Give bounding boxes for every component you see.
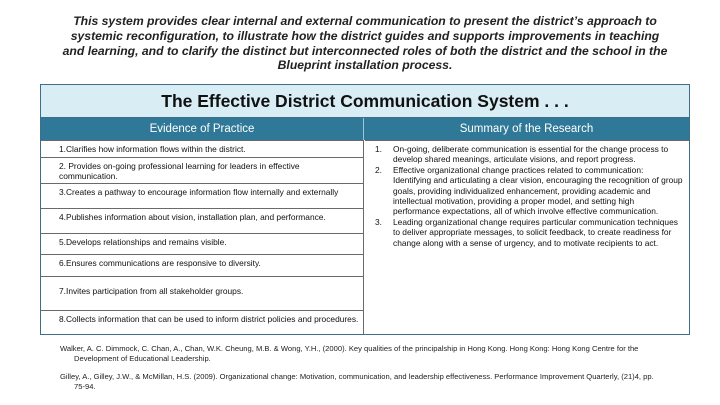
evidence-item-8	[41, 310, 364, 334]
research-text: Leading organizational change requires particular communication techniques to deliver appropriate messages, to solicit feedback, to create readiness for change along with a sense of urgency, and to motivate recipients to act.	[393, 216, 678, 248]
evidence-text: Invites participation from all stakeholder groups.	[66, 286, 244, 296]
research-text: Effective organizational change practices related to communication: Identifying and articulating a clear vision, encouraging the recognition of group goals, providing individualized enhancement, providing academic and intellectual motivation, providing a proper model, and setting high performance expectations, all of which involve effective communication.	[393, 164, 683, 217]
evidence-text: Clarifies how information flows within the district.	[66, 144, 246, 154]
evidence-num: 3.	[59, 187, 66, 197]
research-item-1	[375, 144, 683, 165]
evidence-header: Evidence of Practice	[41, 118, 364, 140]
reference-1: Walker, A. C. Dimmock, C. Chan, A., Chan, W.K. Cheung, M.B. & Wong, Y.H., (2000). Key qualities of the principalship in Hong Kong. Hong Kong: Hong Kong Centre for the Development of Educational Leadership.	[60, 344, 639, 363]
evidence-num: 6.	[59, 258, 66, 268]
evidence-item-1	[41, 140, 364, 157]
research-text: On-going, deliberate communication is essential for the change process to develop shared meanings, articulate visions, and report progress.	[393, 144, 669, 165]
communication-system-table	[40, 84, 690, 335]
research-header: Summary of the Research	[459, 123, 594, 135]
research-num: 1.	[375, 144, 382, 154]
evidence-item-6	[41, 254, 364, 276]
evidence-item-5	[41, 233, 364, 254]
evidence-item-2	[41, 157, 364, 183]
research-column	[365, 140, 689, 334]
evidence-num: 4.	[59, 212, 66, 222]
research-item-2	[375, 165, 683, 217]
research-item-3	[375, 217, 683, 248]
evidence-item-4	[41, 208, 364, 233]
table-header-row	[41, 118, 689, 140]
reference-2: Gilley, A., Gilley, J.W., & McMillan, H.S. (2009). Organizational change: Motivation, communication, and leadership effectiveness. Performance Improvement Quarterly, (21)4, pp. 75-94.	[60, 372, 654, 391]
evidence-text: Ensures communications are responsive to diversity.	[66, 258, 261, 268]
evidence-num: 2.	[59, 161, 66, 171]
references	[60, 344, 660, 400]
research-num: 2.	[375, 164, 382, 175]
evidence-num: 8.	[59, 314, 66, 324]
evidence-item-7	[41, 276, 364, 310]
evidence-item-3	[41, 183, 364, 208]
evidence-column	[41, 140, 364, 334]
table-title: The Effective District Communication System . . .	[41, 85, 689, 118]
evidence-text: Develops relationships and remains visible.	[66, 237, 227, 247]
evidence-num: 7.	[59, 286, 66, 296]
evidence-text: Collects information that can be used to inform district policies and procedures.	[66, 314, 359, 324]
evidence-text: Creates a pathway to encourage information flow internally and externally	[66, 187, 339, 197]
evidence-text: Publishes information about vision, installation plan, and performance.	[66, 212, 326, 222]
intro-paragraph: This system provides clear internal and external communication to present the district’s approach to systemic reconfiguration, to illustrate how the district guides and supports improvements in teaching and learning, and to clarify the distinct but interconnected roles of both the district and the school in the Blueprint installation process.	[62, 14, 668, 73]
evidence-num: 1.	[59, 144, 66, 154]
evidence-text: Provides on-going professional learning for leaders in effective communication.	[59, 161, 300, 181]
evidence-num: 5.	[59, 237, 66, 247]
research-num: 3.	[375, 216, 382, 227]
